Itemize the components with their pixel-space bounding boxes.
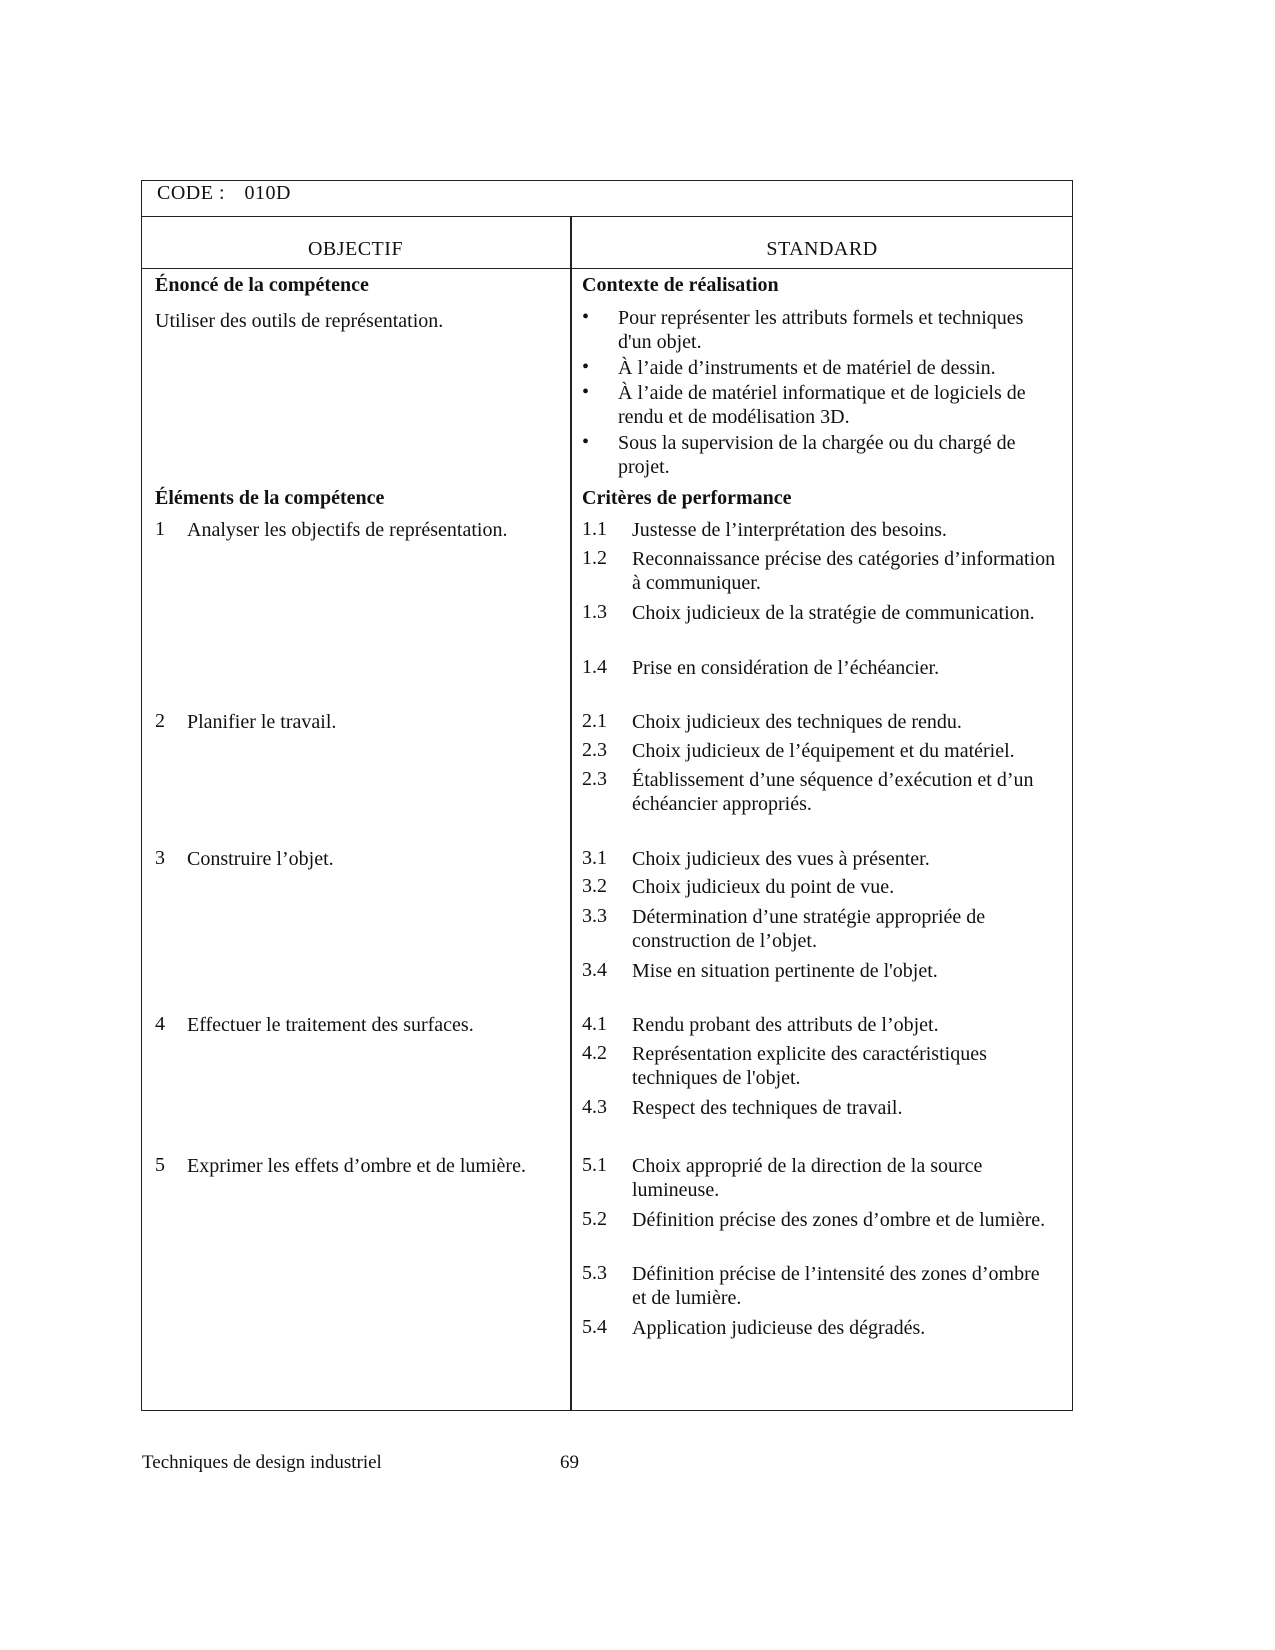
header-objectif: OBJECTIF [307,238,404,260]
contexte-bullet: Sous la supervision de la chargée ou du chargé de projet. [618,432,1016,478]
criterion-text: Choix judicieux de l’équipement et du matériel. [632,740,1015,762]
criterion-text: Choix judicieux des techniques de rendu. [632,711,962,733]
element-number: 1 [155,518,165,540]
element-number: 4 [155,1013,165,1035]
criterion-number: 4.3 [582,1096,607,1118]
bullet-icon: • [582,431,590,453]
divider [141,268,1073,269]
criterion-number: 5.2 [582,1208,607,1230]
code-row [157,182,291,205]
criterion-text: Choix judicieux des vues à présenter. [632,848,930,870]
criterion-number: 4.1 [582,1013,607,1035]
criterion-text: Justesse de l’interprétation des besoins. [632,519,947,541]
criterion-number: 5.4 [582,1316,607,1338]
header-standard: STANDARD [766,238,878,260]
criterion-text: Respect des techniques de travail. [632,1097,903,1119]
criterion-number: 1.1 [582,518,607,540]
criterion-text: Rendu probant des attributs de l’objet. [632,1014,939,1036]
criterion-text: Choix approprié de la direction de la source lumineuse. [632,1155,983,1201]
criterion-number: 4.2 [582,1042,607,1064]
criterion-number: 3.4 [582,959,607,981]
criteres-title: Critères de performance [582,487,792,509]
contexte-bullet: À l’aide d’instruments et de matériel de dessin. [618,357,996,379]
enonce-title: Énoncé de la compétence [155,274,369,296]
criterion-number: 5.1 [582,1154,607,1176]
criterion-number: 2.3 [582,739,607,761]
bullet-icon: • [582,381,590,403]
criterion-number: 5.3 [582,1262,607,1284]
contexte-bullet: Pour représenter les attributs formels et techniques d'un objet. [618,307,1024,353]
criterion-number: 3.2 [582,875,607,897]
criterion-text: Établissement d’une séquence d’exécution et d’un échéancier appropriés. [632,769,1034,815]
element-text: Analyser les objectifs de représentation. [187,519,508,541]
criterion-text: Détermination d’une stratégie appropriée de construction de l’objet. [632,906,986,952]
criterion-number: 1.3 [582,601,607,623]
criterion-text: Choix judicieux de la stratégie de communication. [632,602,1035,624]
element-text: Exprimer les effets d’ombre et de lumière. [187,1155,526,1177]
bullet-icon: • [582,306,590,328]
criterion-text: Reconnaissance précise des catégories d’information à communiquer. [632,548,1056,594]
criterion-text: Choix judicieux du point de vue. [632,876,895,898]
contexte-bullet: À l’aide de matériel informatique et de logiciels de rendu et de modélisation 3D. [618,382,1026,428]
criterion-text: Représentation explicite des caractéristiques techniques de l'objet. [632,1043,987,1089]
criterion-text: Définition précise des zones d’ombre et de lumière. [632,1209,1046,1231]
code-label: CODE : [157,182,225,204]
contexte-title: Contexte de réalisation [582,274,779,296]
criterion-number: 1.4 [582,656,607,678]
criterion-number: 3.3 [582,905,607,927]
footer-title: Techniques de design industriel [142,1452,382,1473]
criterion-number: 1.2 [582,547,607,569]
criterion-number: 2.1 [582,710,607,732]
criterion-number: 3.1 [582,847,607,869]
criterion-text: Application judicieuse des dégradés. [632,1317,926,1339]
criterion-text: Définition précise de l’intensité des zones d’ombre et de lumière. [632,1263,1040,1309]
criterion-text: Mise en situation pertinente de l'objet. [632,960,938,982]
element-number: 5 [155,1154,165,1176]
bullet-icon: • [582,356,590,378]
element-text: Effectuer le traitement des surfaces. [187,1014,474,1036]
page-number: 69 [560,1452,579,1473]
enonce-text: Utiliser des outils de représentation. [155,310,444,332]
element-number: 3 [155,847,165,869]
criterion-number: 2.3 [582,768,607,790]
code-value: 010D [244,182,291,204]
divider [141,216,1073,217]
elements-title: Éléments de la compétence [155,487,385,509]
element-text: Planifier le travail. [187,711,337,733]
element-text: Construire l’objet. [187,848,334,870]
element-number: 2 [155,710,165,732]
criterion-text: Prise en considération de l’échéancier. [632,657,940,679]
column-divider [570,216,572,1411]
